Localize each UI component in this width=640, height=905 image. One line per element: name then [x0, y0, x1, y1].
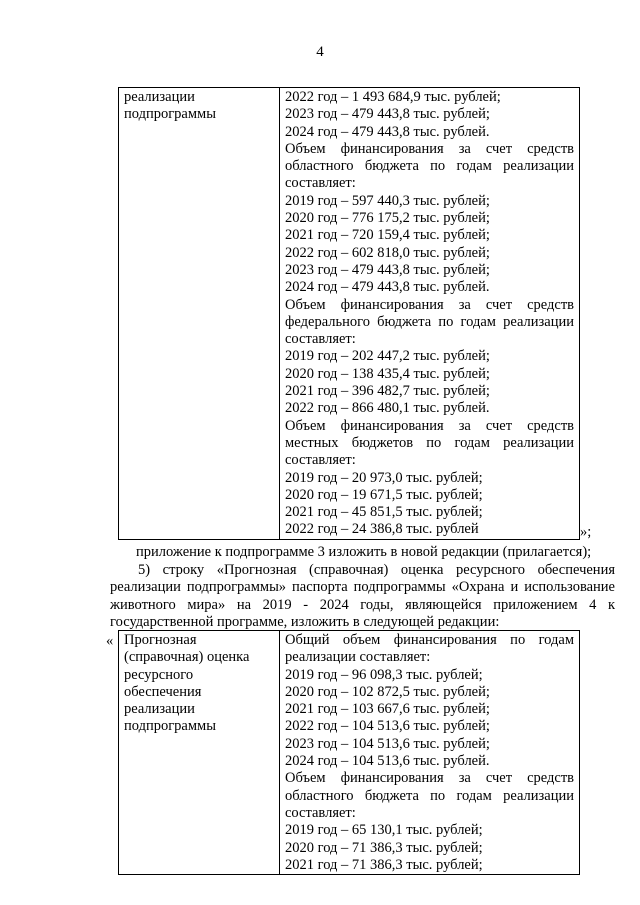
funding-line: 2019 год – 96 098,3 тыс. рублей;: [285, 666, 483, 683]
funding-line: 2021 год – 720 159,4 тыс. рублей;: [285, 227, 490, 244]
funding-line: 2024 год – 479 443,8 тыс. рублей.: [285, 123, 490, 140]
funding-line: 2023 год – 479 443,8 тыс. рублей;: [285, 261, 490, 278]
row-label-cell: [119, 88, 280, 540]
funding-line: 2022 год – 104 513,6 тыс. рублей;: [285, 718, 490, 735]
paragraph-line: реализации подпрограммы» паспорта подпрограммы «Охрана и использование: [110, 579, 615, 596]
funding-line: 2023 год – 104 513,6 тыс. рублей;: [285, 735, 490, 752]
funding-line: Объем финансирования за счет средств: [285, 140, 574, 157]
table-row: [119, 631, 580, 875]
row-value-cell: [280, 88, 580, 540]
funding-line: 2020 год – 776 175,2 тыс. рублей;: [285, 210, 490, 227]
funding-line: 2019 год – 20 973,0 тыс. рублей;: [285, 469, 483, 486]
paragraph-line: государственной программе, изложить в следующей редакции:: [110, 613, 500, 630]
funding-line: 2021 год – 45 851,5 тыс. рублей;: [285, 504, 483, 521]
funding-line: Общий объем финансирования по годам: [285, 632, 574, 648]
funding-line: составляет:: [285, 331, 356, 348]
funding-line: Объем финансирования за счет средств: [285, 770, 574, 787]
funding-line: Объем финансирования за счет средств: [285, 417, 574, 434]
row-label-line: подпрограммы: [124, 718, 216, 735]
funding-line: 2022 год – 866 480,1 тыс. рублей.: [285, 400, 490, 417]
funding-line: 2021 год – 71 386,3 тыс. рублей;: [285, 856, 483, 873]
page-number: 4: [316, 44, 324, 60]
funding-line: 2020 год – 138 435,4 тыс. рублей;: [285, 365, 490, 382]
funding-line: 2019 год – 65 130,1 тыс. рублей;: [285, 822, 483, 839]
appendix-paragraph: приложение к подпрограмме 3 изложить в новой редакции (прилагается);: [136, 544, 592, 560]
funding-line: составляет:: [285, 175, 356, 192]
funding-line: 2019 год – 597 440,3 тыс. рублей;: [285, 192, 490, 209]
funding-line: местных бюджетов по годам реализации: [285, 434, 574, 451]
funding-line: 2021 год – 103 667,6 тыс. рублей;: [285, 701, 490, 718]
item-5-paragraph: [110, 562, 615, 631]
row-label-line: реализации: [124, 89, 195, 105]
funding-line: 2022 год – 24 386,8 тыс. рублей: [285, 521, 479, 538]
funding-line: 2024 год – 104 513,6 тыс. рублей.: [285, 753, 490, 770]
funding-line: областного бюджета по годам реализации: [285, 787, 574, 804]
row-label-line: Прогнозная: [124, 632, 197, 648]
row-label-line: обеспечения: [124, 683, 202, 700]
funding-line: составляет:: [285, 804, 356, 821]
closing-quote: »;: [580, 524, 592, 540]
funding-table-new-edition: [118, 630, 580, 875]
funding-line: реализации составляет:: [285, 649, 431, 666]
paragraph-line: животного мира» на 2019 - 2024 годы, являющейся приложением 4 к: [110, 596, 615, 613]
row-label-line: ресурсного: [124, 666, 194, 683]
funding-line: 2020 год – 102 872,5 тыс. рублей;: [285, 683, 490, 700]
funding-line: 2024 год – 479 443,8 тыс. рублей.: [285, 279, 490, 296]
row-label-line: подпрограммы: [124, 106, 216, 123]
funding-line: Объем финансирования за счет средств: [285, 296, 574, 313]
paragraph-line: 5) строку «Прогнозная (справочная) оценка ресурсного обеспечения: [138, 562, 615, 578]
funding-line: 2020 год – 71 386,3 тыс. рублей;: [285, 839, 483, 856]
funding-line: составляет:: [285, 452, 356, 469]
funding-line: федерального бюджета по годам реализации: [285, 313, 574, 330]
row-label-line: реализации: [124, 701, 195, 718]
row-label-line: (справочная) оценка: [124, 649, 250, 666]
funding-line: 2022 год – 1 493 684,9 тыс. рублей;: [285, 89, 501, 105]
funding-line: 2019 год – 202 447,2 тыс. рублей;: [285, 348, 490, 365]
row-label-cell: [119, 631, 280, 875]
funding-table-continued: [118, 87, 580, 540]
funding-line: 2022 год – 602 818,0 тыс. рублей;: [285, 244, 490, 261]
funding-line: 2023 год – 479 443,8 тыс. рублей;: [285, 106, 490, 123]
funding-line: областного бюджета по годам реализации: [285, 158, 574, 175]
funding-line: 2020 год – 19 671,5 тыс. рублей;: [285, 486, 483, 503]
opening-quote: «: [106, 633, 114, 649]
table-row: [119, 88, 580, 540]
funding-line: 2021 год – 396 482,7 тыс. рублей;: [285, 383, 490, 400]
row-value-cell: [280, 631, 580, 875]
